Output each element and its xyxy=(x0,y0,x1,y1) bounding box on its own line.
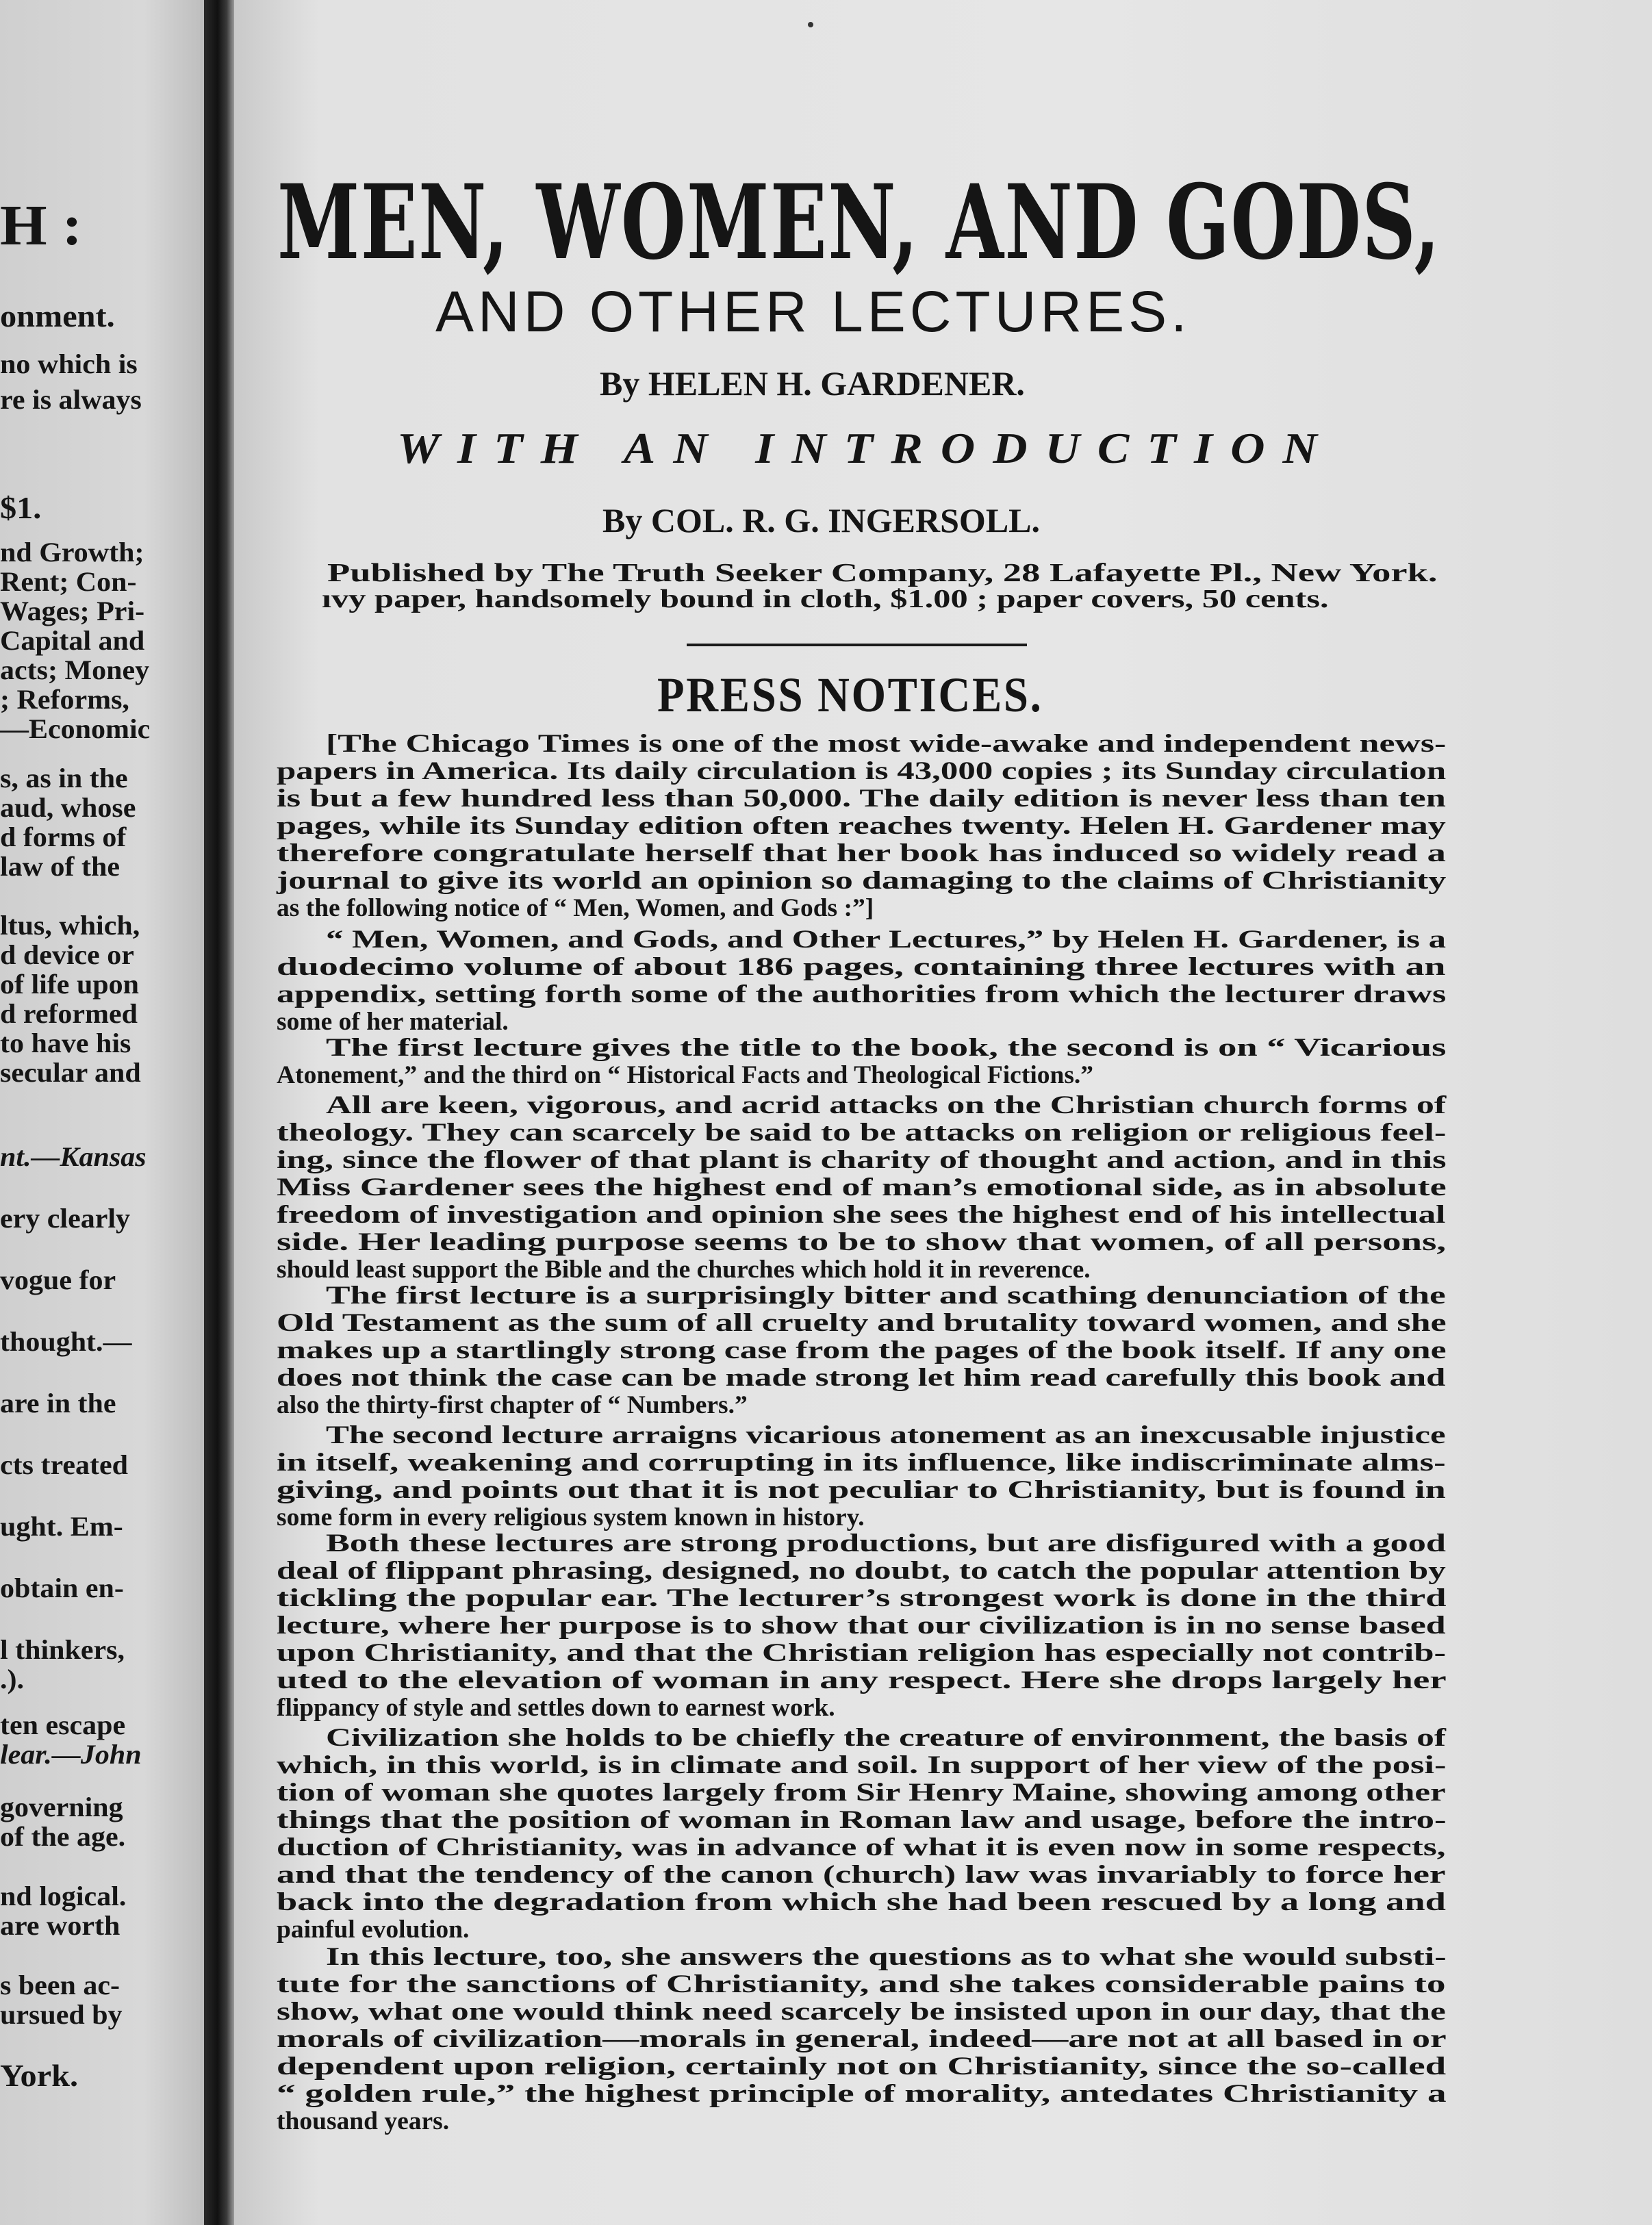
left-page-line: aud, whose xyxy=(0,792,136,823)
press-notice-line: side. Her leading purpose seems to be to show that women, of all persons, xyxy=(277,1228,1447,1256)
press-notice-line: tion of woman she quotes largely from Sir Henry Maine, showing among other xyxy=(277,1779,1446,1807)
left-page-line: acts; Money xyxy=(0,654,150,685)
press-notice-line: show, what one would think need scarcely be insisted upon in our day, that the xyxy=(277,1998,1446,2026)
book-title: MEN, WOMEN, AND GODS, xyxy=(277,162,1441,283)
left-page-line: l thinkers, xyxy=(0,1634,125,1665)
press-notice-line: back into the degradation from which she had been rescued by a long and xyxy=(277,1888,1446,1916)
book-gutter xyxy=(204,0,234,2225)
left-page-line: nd logical. xyxy=(0,1881,127,1911)
press-notice-line: upon Christianity, and that the Christian religion has especially not contrib- xyxy=(277,1639,1447,1667)
left-page-line: are worth xyxy=(0,1910,120,1941)
press-notice-line: dependent upon religion, certainly not on Christianity, since the so-called xyxy=(277,2052,1447,2081)
press-notice-line: flippancy of style and settles down to earnest work. xyxy=(277,1694,835,1722)
left-page-line: governing xyxy=(0,1792,123,1822)
press-notices-heading: PRESS NOTICES. xyxy=(657,668,1043,722)
press-notice-line: freedom of investigation and opinion she sees the highest end of his intellectual xyxy=(277,1201,1446,1229)
press-notice-line: Civilization she holds to be chiefly the creature of environment, the basis of xyxy=(326,1724,1446,1752)
press-notice-line: appendix, setting forth some of the authorities from which the lecturer draws xyxy=(277,980,1447,1008)
left-page-line: ursued by xyxy=(0,1999,123,2030)
press-notice-line: duodecimo volume of about 186 pages, containing three lectures with an xyxy=(277,953,1446,981)
left-page-line: $1. xyxy=(0,490,42,525)
left-page-line: are in the xyxy=(0,1388,116,1419)
press-notice-line: tickling the popular ear. The lecturer’s strongest work is done in the third xyxy=(277,1584,1447,1612)
left-page-line: no which is xyxy=(0,348,138,379)
press-notice-line: [The Chicago Times is one of the most wide-awake and independent news- xyxy=(326,730,1447,758)
left-page-line: thought.— xyxy=(0,1326,132,1357)
left-page-line: Wages; Pri- xyxy=(0,596,145,626)
press-notice-line: also the thirty-first chapter of “ Numbers.” xyxy=(277,1391,748,1419)
press-notice-line: The first lecture gives the title to the book, the second is on “ Vicarious xyxy=(326,1034,1447,1062)
left-page-line: obtain en- xyxy=(0,1573,124,1603)
press-notice-line: All are keen, vigorous, and acrid attacks on the Christian church forms of xyxy=(326,1091,1447,1119)
book-subtitle: AND OTHER LECTURES. xyxy=(435,279,1191,344)
press-notice-line: does not think the case can be made strong let him read carefully this book and xyxy=(277,1364,1446,1392)
press-notice-line: The first lecture is a surprisingly bitter and scathing denunciation of the xyxy=(326,1282,1446,1310)
press-notice-line: “ golden rule,” the highest principle of morality, antedates Christianity a xyxy=(277,2080,1447,2108)
introduction-heading: WITH AN INTRODUCTION xyxy=(397,424,1335,472)
left-page-line: ; Reforms, xyxy=(0,684,129,715)
press-notice-line: Atonement,” and the third on “ Historical Facts and Theological Fictions.” xyxy=(277,1061,1094,1089)
divider-rule xyxy=(687,644,1027,646)
press-notice-line: morals of civilization—morals in general, indeed—are not at all based in or xyxy=(277,2025,1447,2053)
press-notice-line: thousand years. xyxy=(277,2107,450,2135)
press-notice-line: theology. They can scarcely be said to be attacks on religion or religious feel- xyxy=(277,1119,1447,1147)
left-page-line: —Economic xyxy=(0,713,151,744)
author-byline: By HELEN H. GARDENER. xyxy=(600,364,1025,403)
press-notice-line: some form in every religious system known in history. xyxy=(277,1503,865,1531)
left-page-line: s, as in the xyxy=(0,763,128,793)
press-notice-line: In this lecture, too, she answers the questions as to what she would substi- xyxy=(326,1943,1447,1971)
press-notice-line: ing, since the flower of that plant is charity of thought and action, and in this xyxy=(277,1146,1447,1174)
press-notice-line: in itself, weakening and corrupting in its influence, like indiscriminate alms- xyxy=(277,1449,1446,1477)
press-notice-line: makes up a startlingly strong case from the pages of the book itself. If any one xyxy=(277,1336,1447,1364)
left-page-line: re is always xyxy=(0,384,142,415)
left-page-line: ught. Em- xyxy=(0,1511,123,1542)
price-line: ıvy paper, handsomely bound in cloth, $1.00 ; paper covers, 50 cents. xyxy=(322,585,1329,613)
left-page-line: vogue for xyxy=(0,1264,116,1295)
left-page-line: law of the xyxy=(0,851,120,882)
publisher-line: Published by The Truth Seeker Company, 28 Lafayette Pl., New York. xyxy=(327,559,1438,587)
left-page-line: Rent; Con- xyxy=(0,566,137,597)
left-page-line: York. xyxy=(0,2058,79,2093)
introduction-byline: By COL. R. G. INGERSOLL. xyxy=(602,501,1041,539)
left-page-line: of the age. xyxy=(0,1821,126,1852)
press-notice-line: deal of flippant phrasing, designed, no doubt, to catch the popular attention by xyxy=(277,1557,1446,1585)
press-notice-line: journal to give its world an opinion so damaging to the claims of Christianity xyxy=(277,867,1447,895)
press-notice-line: and that the tendency of the canon (church) law was invariably to force her xyxy=(277,1861,1446,1889)
press-notice-line: as the following notice of “ Men, Women, and Gods :”] xyxy=(277,894,874,922)
left-page-line: to have his xyxy=(0,1028,131,1058)
press-notice-line: therefore congratulate herself that her book has induced so widely read a xyxy=(277,839,1446,867)
press-notice-line: “ Men, Women, and Gods, and Other Lectures,” by Helen H. Gardener, is a xyxy=(326,926,1447,954)
left-page-line: onment. xyxy=(0,298,115,333)
press-notice-line: duction of Christianity, was in advance of what it is even now in some respects, xyxy=(277,1833,1446,1861)
press-notice-line: papers in America. Its daily circulation is 43,000 copies ; its Sunday circulation xyxy=(277,757,1447,785)
left-page-line: d reformed xyxy=(0,998,138,1029)
left-page-line: lear.—John xyxy=(0,1739,142,1770)
left-page-line: nd Growth; xyxy=(0,537,144,568)
press-notice-line: Miss Gardener sees the highest end of man’s emotional side, as in absolute xyxy=(277,1173,1447,1202)
left-page-line: Capital and xyxy=(0,625,145,656)
left-page-line: .). xyxy=(0,1664,24,1694)
left-facing-page xyxy=(0,0,205,2225)
press-notice-line: uted to the elevation of woman in any respect. Here she drops largely her xyxy=(277,1666,1447,1694)
left-page-line: s been ac- xyxy=(0,1970,120,2000)
ink-speck xyxy=(808,22,813,27)
press-notice-line: lecture, where her purpose is to show that our civilization is in no sense based xyxy=(277,1612,1446,1640)
left-page-line: cts treated xyxy=(0,1449,128,1480)
left-page-line: nt.—Kansas xyxy=(0,1141,147,1172)
left-page-line: d device or xyxy=(0,939,134,970)
press-notice-line: which, in this world, is in climate and soil. In support of her view of the posi- xyxy=(277,1751,1447,1779)
press-notice-line: painful evolution. xyxy=(277,1916,470,1944)
press-notice-line: Old Testament as the sum of all cruelty and brutality toward women, and she xyxy=(277,1309,1447,1337)
press-notice-line: giving, and points out that it is not peculiar to Christianity, but is found in xyxy=(277,1476,1446,1504)
left-page-line: of life upon xyxy=(0,969,140,1000)
press-notice-line: things that the position of woman in Roman law and usage, before the intro- xyxy=(277,1806,1447,1834)
press-notice-line: Both these lectures are strong productions, but are disfigured with a good xyxy=(326,1529,1446,1558)
press-notice-line: should least support the Bible and the churches which hold it in reverence. xyxy=(277,1256,1091,1284)
press-notice-line: tute for the sanctions of Christianity, and she takes considerable pains to xyxy=(277,1970,1446,1998)
left-page-line: ten escape xyxy=(0,1709,126,1740)
press-notice-line: The second lecture arraigns vicarious atonement as an inexcusable injustice xyxy=(326,1421,1446,1449)
left-page-line: secular and xyxy=(0,1057,141,1088)
press-notice-line: pages, while its Sunday edition often reaches twenty. Helen H. Gardener may xyxy=(277,812,1446,840)
left-page-line: H : xyxy=(0,194,83,257)
left-page-line: ltus, which, xyxy=(0,910,140,941)
press-notice-line: some of her material. xyxy=(277,1008,509,1036)
left-page-line: d forms of xyxy=(0,822,127,852)
left-page-line: ery clearly xyxy=(0,1203,131,1234)
press-notice-line: is but a few hundred less than 50,000. The daily edition is never less than ten xyxy=(277,785,1446,813)
